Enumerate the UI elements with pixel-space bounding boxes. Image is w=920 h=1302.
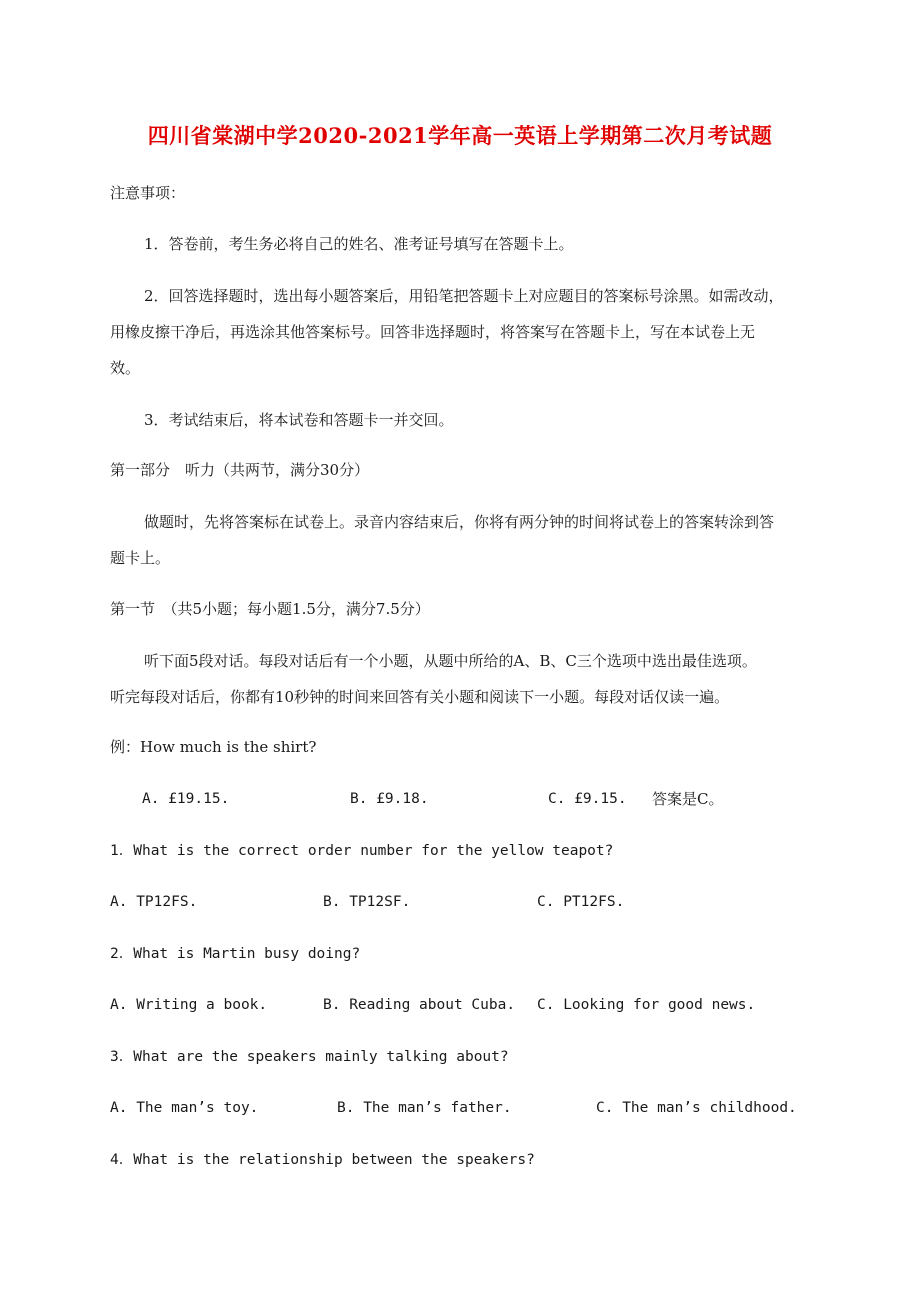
question-3-option-b: B. The man’s father. [337,1100,512,1116]
question-4-text: 4．What is the relationship between the speakers? [110,1152,535,1168]
question-1-option-b: B. TP12SF. [323,894,411,910]
notice-item-2-line-2: 用橡皮擦干净后，再选涂其他答案标号。回答非选择题时，将答案写在答题卡上，写在本试卷上无 [110,323,756,341]
part1-instruction-line-1: 做题时，先将答案标在试卷上。录音内容结束后，你将有两分钟的时间将试卷上的答案转涂到答 [144,513,775,531]
notice-item-2-line-1: 2．回答选择题时，选出每小题答案后，用铅笔把答题卡上对应题目的答案标号涂黑。如需改动， [144,287,784,305]
example-question: 例：How much is the shirt? [110,738,317,756]
example-option-b: B. £9.18. [350,791,429,807]
part1-instruction-line-2: 题卡上。 [110,549,171,567]
question-2-option-a: A. Writing a book. [110,997,268,1013]
question-2-text: 2．What is Martin busy doing? [110,946,361,962]
notice-item-1: 1．答卷前，考生务必将自己的姓名、准考证号填写在答题卡上。 [144,235,574,253]
section1-heading: 第一节 （共5小题；每小题1.5分，满分7.5分） [110,600,430,618]
question-3-text: 3．What are the speakers mainly talking about? [110,1049,509,1065]
example-answer: 答案是C。 [652,790,724,808]
notice-heading: 注意事项： [110,184,186,202]
question-1-option-a: A. TP12FS. [110,894,198,910]
question-1-option-c: C. PT12FS. [537,894,625,910]
question-2-option-c: C. Looking for good news. [537,997,756,1013]
section1-instruction-line-2: 听完每段对话后，你都有10秒钟的时间来回答有关小题和阅读下一小题。每段对话仅读一遍。 [110,688,730,706]
question-3-option-a: A. The man’s toy. [110,1100,259,1116]
notice-item-3: 3．考试结束后，将本试卷和答题卡一并交回。 [144,411,454,429]
question-3-option-c: C. The man’s childhood. [596,1100,797,1116]
example-option-a: A. £19.15. [142,791,230,807]
section1-instruction-line-1: 听下面5段对话。每段对话后有一个小题，从题中所给的A、B、C三个选项中选出最佳选项。 [144,652,757,670]
notice-item-2-line-3: 效。 [110,359,141,377]
page-title: 四川省棠湖中学2020-2021学年高一英语上学期第二次月考试题 [147,123,773,148]
question-1-text: 1．What is the correct order number for the yellow teapot? [110,843,614,859]
example-option-c: C. £9.15. [548,791,627,807]
part1-heading: 第一部分 听力（共两节，满分30分） [110,461,370,479]
question-2-option-b: B. Reading about Cuba. [323,997,516,1013]
